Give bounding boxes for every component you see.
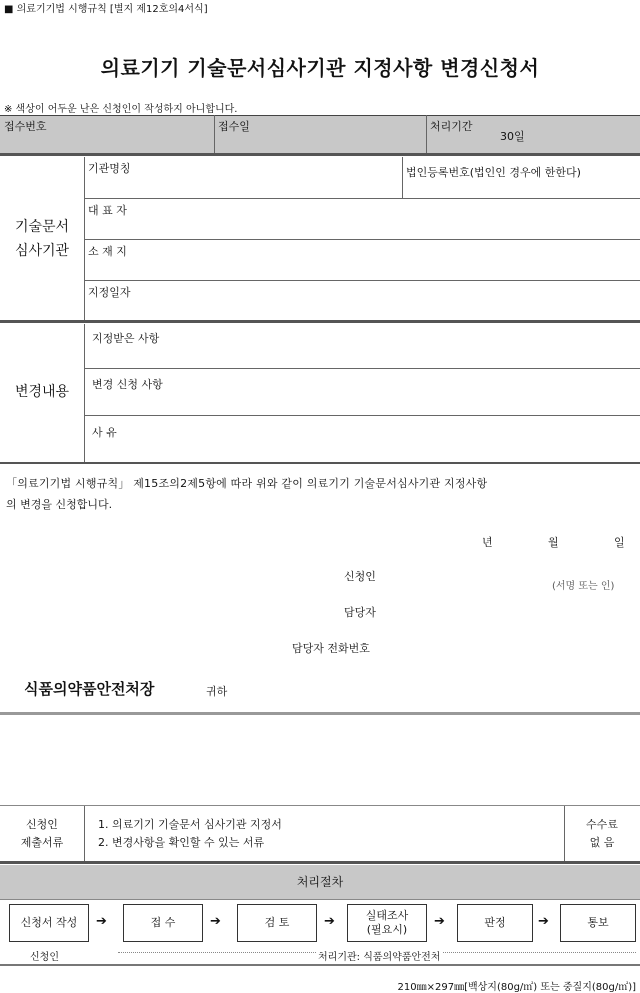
statement-line1: 「의료기기법 시행규칙」 제15조의2제5항에 따라 위와 같이 의료기기 기술문서심사기관 지정사항: [6, 477, 488, 490]
document-item: 1. 의료기기 기술문서 심사기관 지정서: [98, 818, 282, 831]
processing-period-label: 처리기간: [430, 120, 473, 133]
change-section-label: 변경내용: [14, 384, 70, 400]
date-day: 일: [614, 536, 625, 549]
arrow-right-icon: ➔: [324, 914, 335, 929]
agency-name-label: 기관명칭: [88, 162, 131, 175]
form-title: 의료기기 기술문서심사기관 지정사항 변경신청서: [100, 56, 540, 80]
arrow-right-icon: ➔: [210, 914, 221, 929]
officer-phone-label: 담당자 전화번호: [292, 642, 370, 655]
document-item: 2. 변경사항을 확인할 수 있는 서류: [98, 836, 265, 849]
designation-date-label: 지정일자: [88, 286, 131, 299]
documents-label-line2: 제출서류: [20, 836, 64, 849]
agency-section-label-line1: 기술문서: [14, 219, 70, 235]
agency-section-label-line2: 심사기관: [14, 243, 70, 259]
requested-changes-label: 변경 신청 사항: [92, 378, 163, 391]
step-application: 신청서 작성: [9, 904, 89, 942]
applicant-caption: 신청인: [30, 952, 59, 963]
procedure-title: 처리절차: [0, 865, 640, 899]
fee-cell: [564, 816, 640, 852]
arrow-right-icon: ➔: [434, 914, 445, 929]
officer-label: 담당자: [344, 606, 376, 619]
receipt-number-label: 접수번호: [4, 120, 47, 133]
arrow-right-icon: ➔: [538, 914, 549, 929]
paper-spec: 210㎜×297㎜[백상지(80g/㎡) 또는 중질지(80g/㎡)]: [397, 982, 636, 993]
fee-value: 없 음: [589, 836, 615, 849]
reason-label: 사 유: [92, 426, 117, 439]
receipt-row: [0, 115, 640, 155]
documents-label-line1: 신청인: [26, 818, 58, 831]
address-label: 소 재 지: [88, 245, 127, 258]
step-review: 검 토: [237, 904, 317, 942]
fee-label: 수수료: [586, 818, 618, 831]
documents-list: [98, 816, 282, 852]
corp-reg-label: 법인등록번호(법인인 경우에 한한다): [406, 166, 581, 179]
representative-label: 대 표 자: [88, 204, 127, 217]
documents-label: [0, 816, 84, 852]
agency-caption: 처리기관: 식품의약품안전처: [316, 948, 442, 963]
step-inspection: 실태조사 (필요시): [347, 904, 427, 942]
date-year: 년: [482, 536, 493, 549]
recipient-name: 식품의약품안전처장: [24, 680, 155, 698]
designated-items-label: 지정받은 사항: [92, 332, 160, 345]
recipient-suffix: 귀하: [206, 685, 228, 698]
agency-section-label: [0, 215, 84, 263]
applicant-label: 신청인: [344, 570, 376, 583]
form-note: ※ 색상이 어두운 난은 신청인이 작성하지 아니합니다.: [4, 104, 238, 115]
processing-period-value: 30일: [500, 130, 525, 143]
date-month: 월: [548, 536, 559, 549]
step-receipt: 접 수: [123, 904, 203, 942]
receipt-date-label: 접수일: [218, 120, 250, 133]
regulation-reference: ■ 의료기기법 시행규칙 [별지 제12호의4서식]: [4, 4, 208, 15]
step-decision: 판정: [457, 904, 533, 942]
statement-line2: 의 변경을 신청합니다.: [6, 498, 113, 511]
step-notification: 통보: [560, 904, 636, 942]
sign-or-seal-note: (서명 또는 인): [552, 581, 615, 592]
arrow-right-icon: ➔: [96, 914, 107, 929]
